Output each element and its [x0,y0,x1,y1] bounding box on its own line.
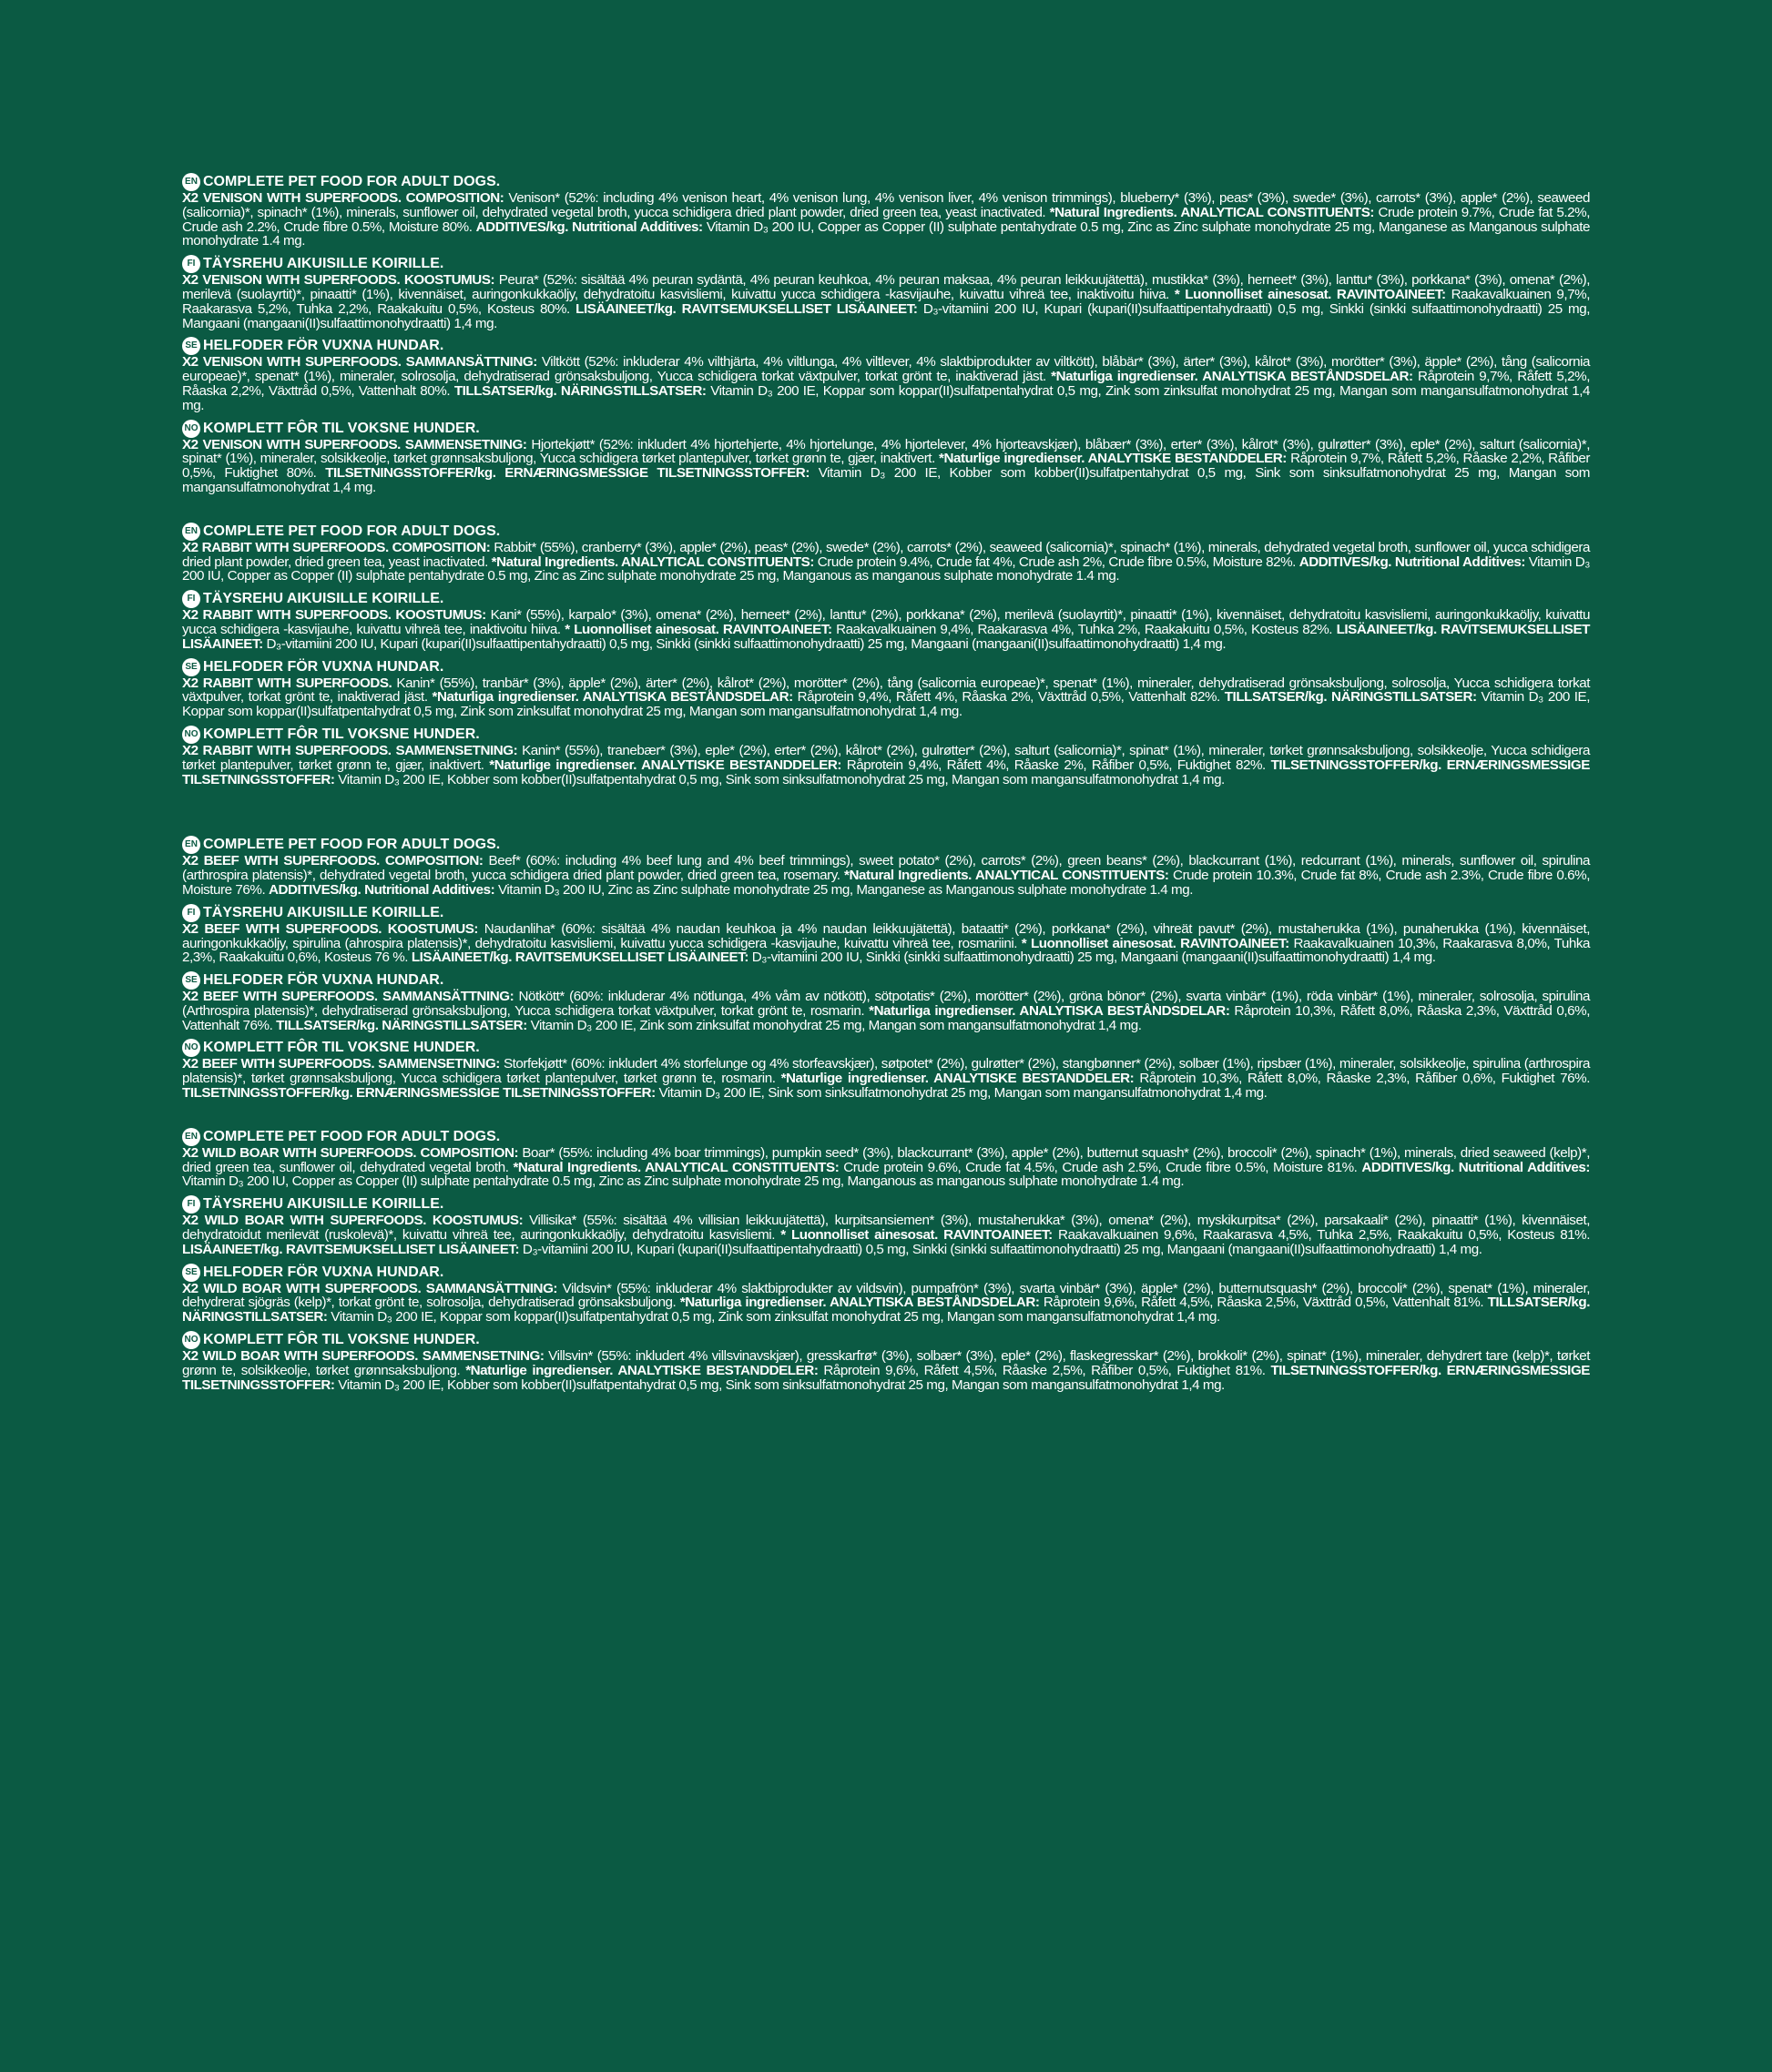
text-run: Naudanliha* (60%: sisältää 4% naudan keuhkoa ja 4% naudan leikkuujätettä), bataatti* (2%), porkkana* (2%), vihreät pavut* (2%), mustaherukka (1%), punaherukka (1%), kivennäiset, auringonkukkaöljy, spirulina (ahrospira platensis)*, dehydratoitu kasvisliemi, kuivattu yucca schidigera -kasvijauhe, kuivattu vihreä tee, rosmariini. [182,920,1590,951]
bold-label: *Naturlige ingredienser. ANALYTISKE BESTANDDELER: [465,1362,824,1378]
language-header [182,523,1590,541]
bold-label: TILSETNINGSSTOFFER/kg. ERNÆRINGSMESSIGE TILSETNINGSSTOFFER: [182,1085,659,1102]
text-run: D₃-vitamiini 200 IU, Kupari (kupari(II)sulfaattipentahydraatti) 0,5 mg, Sinkki (sinkki sulfaattimonohydraatti) 25 mg, Mangaani (mangaani(II)sulfaattimonohydraatti) 1,4 mg. [522,1241,1482,1257]
product-section [182,523,1590,787]
text-run: Kani* (55%), karpalo* (3%), omena* (2%), herneet* (2%), lanttu* (2%), porkkana* (2%), merilevä (suolayrtit)*, pinaatti* (1%), kivennäiset, dehydratoitu kasvisliemi, auringonkukkaöljy, kuivattu yucca schidigera -kasvijauhe, kuivattu vihreä tee, inaktivoitu hiiva. [182,607,1590,637]
ingredients-text [182,438,1590,495]
bold-label: *Naturliga ingredienser. ANALYTISKA BESTÅNDSDELAR: [869,1002,1235,1019]
language-header [182,1195,1590,1214]
bold-label: LISÄAINEET/kg. RAVITSEMUKSELLISET LISÄAINEET: [182,621,1590,652]
text-run: Raakavalkuainen 9,4%, Raakarasva 4%, Tuhka 2%, Raakakuitu 0,5%, Kosteus 82%. [836,621,1337,637]
text-run: Venison* (52%: including 4% venison heart, 4% venison lung, 4% venison liver, 4% venison trimmings), blueberry* (3%), peas* (3%), swede* (3%), carrots* (3%), apple* (2%), seaweed (salicornia)*, spinach* (1%), minerals, sunflower oil, dehydrated vegetal broth, yucca schidigera dried plant powder, dried green tea, yeast inactivated. [182,190,1590,220]
text-run: Råprotein 10,3%, Råfett 8,0%, Råaska 2,3%, Växttråd 0,6%, Vattenhalt 76%. [182,1002,1590,1033]
ingredients-text [182,990,1590,1032]
text-run: Vitamin D₃ 200 IU, Zinc as Zinc sulphate monohydrate 25 mg, Manganese as Manganous sulphate monohydrate 1.4 mg. [497,881,1194,898]
language-block [182,590,1590,651]
bold-label: *Naturliga ingredienser. ANALYTISKA BESTÅNDSDELAR: [432,689,798,706]
ingredients-text [182,1146,1590,1189]
language-block [182,420,1590,495]
text-run: Vitamin D₃ 200 IU, Copper as Copper (II) sulphate pentahydrate 0.5 mg, Zinc as Zinc sulphate monohydrate 25 mg, Manganese as Manganous sulphate monohydrate 1.4 mg. [182,218,1591,249]
text-run: Crude protein 9.4%, Crude fat 4%, Crude ash 2%, Crude fibre 0.5%, Moisture 82%. [817,554,1299,570]
bold-label: *Naturliga ingredienser. ANALYTISKA BESTÅNDSDELAR: [1051,369,1419,385]
language-header [182,1264,1590,1282]
bold-label: X2 RABBIT WITH SUPERFOODS. COMPOSITION: [182,539,494,555]
language-heading: KOMPLETT FÔR TIL VOKSNE HUNDER. [203,726,480,742]
language-header [182,904,1590,922]
language-block [182,255,1590,330]
language-block [182,1195,1590,1256]
text-run: Vitamin D₃ 200 IE, Kobber som kobber(II)sulfatpentahydrat 0,5 mg, Sink som sinksulfatmonohydrat 25 mg, Mangan som mangansulfatmonohydrat 1,4 mg. [182,465,1591,495]
language-header [182,420,1590,438]
language-block [182,726,1590,787]
language-header [182,1128,1590,1146]
text-run: Råprotein 9,6%, Råfett 4,5%, Råaske 2,5%, Råfiber 0,5%, Fuktighet 81%. [823,1362,1271,1378]
text-run: Råprotein 9,7%, Råfett 5,2%, Råaska 2,2%, Växttråd 0,5%, Vattenhalt 80%. [182,369,1590,399]
bold-label: TILSETNINGSSTOFFER/kg. ERNÆRINGSMESSIGE TILSETNINGSSTOFFER: [325,465,819,482]
language-block [182,1331,1590,1392]
language-heading: COMPLETE PET FOOD FOR ADULT DOGS. [203,1128,501,1144]
language-badge-icon: EN [182,523,200,541]
language-badge-icon: FI [182,904,200,922]
ingredients-text [182,1057,1590,1100]
text-run: Hjortekjøtt* (52%: inkludert 4% hjortehjerte, 4% hjortelunge, 4% hjortelever, 4% hjorteavskjær), blåbær* (3%), erter* (3%), kålrot* (3%), gulrøtter* (3%), eple* (2%), salturt (salicornia)*, spinat* (1%), mineraler, solsikkeolje, tørket grønnsaksbuljong, Yucca schidigera tørket plantepulver, tørket grønn te, gjær, inaktivert. [182,436,1591,467]
label-text-area [182,173,1590,1398]
bold-label: X2 VENISON WITH SUPERFOODS. KOOSTUMUS: [182,272,499,289]
text-run: Råprotein 9,6%, Råfett 4,5%, Råaska 2,5%, Växttråd 0,5%, Vattenhalt 81%. [1043,1295,1488,1311]
bold-label: LISÄAINEET/kg. RAVITSEMUKSELLISET LISÄAINEET: [182,1241,523,1257]
language-header [182,658,1590,676]
bold-label: *Natural Ingredients. ANALYTICAL CONSTITUENTS: [513,1159,844,1175]
ingredients-text [182,608,1590,651]
text-run: Kanin* (55%), tranebær* (3%), eple* (2%), erter* (2%), kålrot* (2%), gulrøtter* (2%), salturt (salicornia)*, spinat* (1%), mineraler, tørket grønnsaksbuljong, solsikkeolje, Yucca schidigera tørket plantepulver, tørket grønn te, gjær, inaktivert. [182,742,1590,773]
language-header [182,726,1590,744]
language-badge-icon: NO [182,726,200,744]
bold-label: *Naturlige ingredienser. ANALYTISKE BESTANDDELER: [939,451,1291,467]
language-badge-icon: EN [182,173,200,191]
ingredients-text [182,1214,1590,1256]
language-badge-icon: NO [182,1039,200,1057]
bold-label: X2 WILD BOAR WITH SUPERFOODS. SAMMANSÄTTNING: [182,1280,563,1296]
bold-label: X2 BEEF WITH SUPERFOODS. SAMMANSÄTTNING: [182,989,519,1005]
text-run: Vitamin D₃ 200 IE, Zink som zinksulfat monohydrat 25 mg, Mangan som mangansulfatmonohydrat 1,4 mg. [530,1017,1142,1033]
ingredients-text [182,922,1590,965]
text-run: Vitamin D₃ 200 IE, Sink som sinksulfatmonohydrat 25 mg, Mangan som mangansulfatmonohydrat 1,4 mg. [658,1085,1268,1102]
ingredients-text [182,191,1590,249]
text-run: Storfekjøtt* (60%: inkludert 4% storfelunge og 4% storfeavskjær), søtpotet* (2%), gulrøtter* (2%), stangbønner* (2%), solbær (1%), ripsbær (1%), mineraler, solsikkeolje, spirulina (arthrospira platensis)*, tørket grønnsaksbuljong, Yucca schidigera tørket plantepulver, tørket grønn te, rosmarin. [182,1056,1590,1087]
bold-label: X2 VENISON WITH SUPERFOODS. SAMMENSETNING: [182,436,532,452]
product-section [182,173,1590,495]
language-heading: COMPLETE PET FOOD FOR ADULT DOGS. [203,837,501,853]
text-run: Vildsvin* (55%: inkluderar 4% slaktbiprodukter av vildsvin), pumpafrön* (3%), svarta vinbär* (3%), äpple* (2%), butternutsquash* (2%), broccoli* (2%), spenat* (1%), mineraler, dehydrerat sjögräs (kelp)*, torkat grönt te, solrosolja, dehydratiserad grönsaksbuljong. [182,1280,1590,1311]
language-header [182,255,1590,273]
language-badge-icon: NO [182,420,200,438]
bold-label: *Natural Ingredients. ANALYTICAL CONSTITUENTS: [844,868,1174,884]
language-heading: HELFODER FÖR VUXNA HUNDAR. [203,338,444,354]
text-run: Råprotein 9,4%, Råfett 4%, Råaska 2%, Växttråd 0,5%, Vattenhalt 82%. [797,689,1225,706]
language-heading: KOMPLETT FÔR TIL VOKSNE HUNDER. [203,1332,480,1348]
text-run: Peura* (52%: sisältää 4% peuran sydäntä, 4% peuran keuhkoa, 4% peuran maksaa, 4% peuran leikkuujätettä), mustikka* (3%), herneet* (3%), lanttu* (3%), porkkana* (3%), omena* (2%), merilevä (suolayrtit)*, pinaatti* (1%), kivennäiset, auringonkukkaöljy, dehydratoitu kasvisliemi, kuivattu yucca schidigera -kasvijauhe, kuivattu vihreä tee, inaktivoitu hiiva. [182,272,1590,302]
language-block [182,523,1590,584]
language-heading: COMPLETE PET FOOD FOR ADULT DOGS. [203,523,501,539]
bold-label: X2 WILD BOAR WITH SUPERFOODS. KOOSTUMUS: [182,1213,530,1229]
language-badge-icon: FI [182,1195,200,1214]
bold-label: * Luonnolliset ainesosat. RAVINTOAINEET: [1174,286,1451,302]
ingredients-text [182,854,1590,897]
language-header [182,971,1590,990]
bold-label: TILLSATSER/kg. NÄRINGSTILLSATSER: [1224,689,1482,706]
ingredients-text [182,676,1590,719]
text-run: Crude protein 9.7%, Crude fat 5.2%, Crude ash 2.2%, Crude fibre 0.5%, Moisture 80%. [182,204,1590,235]
language-header [182,590,1590,608]
language-block [182,971,1590,1032]
bold-label: X2 RABBIT WITH SUPERFOODS. KOOSTUMUS: [182,607,491,624]
bold-label: TILLSATSER/kg. NÄRINGSTILLSATSER: [276,1017,531,1033]
bold-label: X2 WILD BOAR WITH SUPERFOODS. COMPOSITION: [182,1144,523,1161]
text-run: Villisika* (55%: sisältää 4% villisian leikkuujätettä), kurpitsansiemen* (3%), mustaherukka* (3%), omena* (2%), myskikurpitsa* (2%), parsakaali* (2%), pinaatti* (1%), kivennäiset, dehydratoidut merilevät (ruskolevä)*, kuivattu vihreä tee, auringonkukkaöljy, dehydratoitu kasvisliemi. [182,1213,1590,1244]
language-badge-icon: EN [182,1128,200,1146]
bold-label: *Natural Ingredients. ANALYTICAL CONSTITUENTS: [491,554,818,570]
language-badge-icon: SE [182,971,200,990]
language-badge-icon: SE [182,337,200,355]
text-run: Råprotein 10,3%, Råfett 8,0%, Råaske 2,3%, Råfiber 0,6%, Fuktighet 76%. [1139,1071,1590,1087]
language-heading: KOMPLETT FÔR TIL VOKSNE HUNDER. [203,1040,480,1056]
language-block [182,173,1590,249]
language-heading: TÄYSREHU AIKUISILLE KOIRILLE. [203,904,444,920]
text-run: Raakavalkuainen 10,3%, Raakarasva 8,0%, Tuhka 2,3%, Raakakuitu 0,6%, Kosteus 76 %. [182,935,1590,966]
language-heading: HELFODER FÖR VUXNA HUNDAR. [203,1264,444,1280]
text-run: Raakavalkuainen 9,7%, Raakarasva 5,2%, Tuhka 2,2%, Raakakuitu 0,5%, Kosteus 80%. [182,286,1590,317]
language-block [182,1264,1590,1325]
bold-label: X2 BEEF WITH SUPERFOODS. KOOSTUMUS: [182,920,484,937]
bold-label: TILLSATSER/kg. NÄRINGSTILLSATSER: [182,1295,1590,1325]
language-badge-icon: FI [182,255,200,273]
bold-label: *Naturlige ingredienser. ANALYTISKE BESTANDDELER: [489,757,847,773]
bold-label: LISÄAINEET/kg. RAVITSEMUKSELLISET LISÄAINEET: [411,950,752,966]
text-run: Boar* (55%: including 4% boar trimmings), pumpkin seed* (3%), blackcurrant* (3%), apple* (2%), butternut squash* (2%), broccoli* (2%), spinach* (1%), minerals, dried seaweed (kelp)*, dried green tea, sunflower oil, dehydrated vegetal broth. [182,1144,1590,1175]
text-run: Råprotein 9,4%, Råfett 4%, Råaske 2%, Råfiber 0,5%, Fuktighet 82%. [846,757,1271,773]
language-heading: KOMPLETT FÔR TIL VOKSNE HUNDER. [203,420,480,436]
product-section [182,836,1590,1101]
language-block [182,337,1590,412]
text-run: D₃-vitamiini 200 IU, Kupari (kupari(II)sulfaattipentahydraatti) 0,5 mg, Sinkki (sinkki sulfaattimonohydraatti) 25 mg, Mangaani (mangaani(II)sulfaattimonohydraatti) 1,4 mg. [266,635,1227,652]
ingredients-text [182,1349,1590,1392]
language-header [182,1331,1590,1349]
bold-label: ADDITIVES/kg. Nutritional Additives: [269,881,498,898]
language-badge-icon: SE [182,1264,200,1282]
bold-label: ADDITIVES/kg. Nutritional Additives: [1298,554,1529,570]
bold-label: X2 WILD BOAR WITH SUPERFOODS. SAMMENSETNING: [182,1348,549,1365]
text-run: Nötkött* (60%: inkluderar 4% nötlunga, 4% våm av nötkött), sötpotatis* (2%), morötter* (2%), gröna bönor* (2%), svarta vinbär* (1%), röda vinbär* (1%), mineraler, solrosolja, spirulina (Arthrospira platensis)*, dehydratiserad grönsaksbuljong, Yucca schidigera torkat växtpulver, torkat grönt te, rosmarin. [182,989,1590,1019]
text-run: D₃-vitamiini 200 IU, Sinkki (sinkki sulfaattimonohydraatti) 25 mg, Mangaani (mangaani(II)sulfaattimonohydraatti) 1,4 mg. [751,950,1436,966]
language-header [182,836,1590,854]
language-block [182,1128,1590,1189]
language-header [182,1039,1590,1057]
language-heading: TÄYSREHU AIKUISILLE KOIRILLE. [203,256,444,272]
bold-label: LISÄAINEET/kg. RAVITSEMUKSELLISET LISÄAINEET: [575,300,923,317]
text-run: Viltkött (52%: inkluderar 4% vilthjärta, 4% viltlunga, 4% viltlever, 4% slaktbiprodukter av viltkött), blåbär* (3%), ärter* (3%), kålrot* (3%), morötter* (3%), äpple* (2%), tång (salicornia europeae)*, spenat* (1%), mineraler, solrosolja, dehydratiserad grönsaksbuljong, Yucca schidigera torkat växtpulver, torkat grönt te, inaktiverad jäst. [182,354,1590,385]
text-run: Kanin* (55%), tranbär* (3%), äpple* (2%), ärter* (2%), kålrot* (2%), morötter* (2%), tång (salicornia europeae)*, spenat* (1%), mineraler, dehydratiserad grönsaksbuljong, solrosolja, Yucca schidigera torkat växtpulver, torkat grönt te, inaktiverad jäst. [182,675,1590,706]
bold-label: X2 BEEF WITH SUPERFOODS. COMPOSITION: [182,853,489,869]
language-badge-icon: SE [182,658,200,676]
text-run: Crude protein 9.6%, Crude fat 4.5%, Crude ash 2.5%, Crude fibre 0.5%, Moisture 81%. [843,1159,1362,1175]
language-heading: TÄYSREHU AIKUISILLE KOIRILLE. [203,591,444,607]
language-heading: HELFODER FÖR VUXNA HUNDAR. [203,658,444,675]
ingredients-text [182,273,1590,330]
language-header [182,337,1590,355]
text-run: Villsvin* (55%: inkludert 4% villsvinavskjær), gresskarfrø* (3%), solbær* (3%), eple* (2%), flaskegresskar* (2%), brokkoli* (2%), spinat* (1%), mineraler, dehydrert tare (kelp)*, tørket grønn te, solsikkeolje, tørket grønnsaksbuljong. [182,1348,1590,1378]
bold-label: X2 VENISON WITH SUPERFOODS. SAMMANSÄTTNING: [182,354,542,371]
language-badge-icon: EN [182,836,200,854]
ingredients-text [182,355,1590,412]
ingredients-text [182,1282,1590,1325]
bold-label: ADDITIVES/kg. Nutritional Additives: [475,218,707,235]
text-run: Raakavalkuainen 9,6%, Raakarasva 4,5%, Tuhka 2,5%, Raakakuitu 0,5%, Kosteus 81%. [1058,1227,1591,1244]
bold-label: ADDITIVES/kg. Nutritional Additives: [1361,1159,1591,1175]
language-header [182,173,1590,191]
bold-label: * Luonnolliset ainesosat. RAVINTOAINEET: [780,1227,1059,1244]
bold-label: * Luonnolliset ainesosat. RAVINTOAINEET: [565,621,837,637]
text-run: Beef* (60%: including 4% beef lung and 4% beef trimmings), sweet potato* (2%), carrots* (2%), green beans* (2%), blackcurrant (1%), redcurrant (1%), minerals, sunflower oil, spirulina (arthrospira platensis)*, dehydrated vegetal broth, yucca schidigera dried plant powder, dried green tea, rosemary. [182,853,1590,884]
bold-label: *Naturliga ingredienser. ANALYTISKA BESTÅNDSDELAR: [679,1295,1044,1311]
language-heading: HELFODER FÖR VUXNA HUNDAR. [203,972,444,989]
bold-label: *Natural Ingredients. ANALYTICAL CONSTITUENTS: [1049,204,1379,220]
language-heading: TÄYSREHU AIKUISILLE KOIRILLE. [203,1196,444,1213]
text-run: Vitamin D₃ 200 IU, Copper as Copper (II) sulphate pentahydrate 0.5 mg, Zinc as Zinc sulphate monohydrate 25 mg, Manganous as manganous sulphate monohydrate 1.4 mg. [182,554,1590,584]
text-run: Vitamin D₃ 200 IU, Copper as Copper (II) sulphate pentahydrate 0.5 mg, Zinc as Zinc sulphate monohydrate 25 mg, Manganous as manganous sulphate monohydrate 1.4 mg. [182,1173,1185,1190]
text-run: Vitamin D₃ 200 IE, Kobber som kobber(II)sulfatpentahydrat 0,5 mg, Sink som sinksulfatmonohydrat 25 mg, Mangan som mangansulfatmonohydrat 1,4 mg. [338,771,1225,787]
text-run: Crude protein 10.3%, Crude fat 8%, Crude ash 2.3%, Crude fibre 0.6%, Moisture 76%. [182,868,1591,898]
language-block [182,1039,1590,1100]
bold-label: TILSETNINGSSTOFFER/kg. ERNÆRINGSMESSIGE TILSETNINGSSTOFFER: [182,757,1590,787]
language-badge-icon: FI [182,590,200,608]
product-section [182,1128,1590,1393]
bold-label: * Luonnolliset ainesosat. RAVINTOAINEET: [1021,935,1294,951]
bold-label: *Naturlige ingredienser. ANALYTISKE BESTANDDELER: [780,1071,1140,1087]
text-run: Vitamin D₃ 200 IE, Koppar som koppar(II)sulfatpentahydrat 0,5 mg, Zink som zinksulfat monohydrat 25 mg, Mangan som mangansulfatmonohydrat 1,4 mg. [182,382,1590,413]
text-run: Råprotein 9,7%, Råfett 5,2%, Råaske 2,2%, Råfiber 0,5%, Fuktighet 80%. [182,451,1590,482]
language-block [182,658,1590,719]
ingredients-text [182,744,1590,787]
bold-label: TILSETNINGSSTOFFER/kg. ERNÆRINGSMESSIGE TILSETNINGSSTOFFER: [182,1362,1590,1393]
bold-label: X2 VENISON WITH SUPERFOODS. COMPOSITION: [182,190,509,206]
language-heading: COMPLETE PET FOOD FOR ADULT DOGS. [203,174,501,189]
bold-label: TILLSATSER/kg. NÄRINGSTILLSATSER: [453,382,711,399]
bold-label: X2 RABBIT WITH SUPERFOODS. SAMMENSETNING: [182,742,523,758]
ingredients-text [182,541,1590,584]
language-badge-icon: NO [182,1331,200,1349]
language-block [182,904,1590,965]
text-run: D₃-vitamiini 200 IU, Kupari (kupari(II)sulfaattipentahydraatti) 0,5 mg, Sinkki (sinkki sulfaattimonohydraatti) 25 mg, Mangaani (mangaani(II)sulfaattimonohydraatti) 1,4 mg. [182,300,1591,331]
text-run: Vitamin D₃ 200 IE, Kobber som kobber(II)sulfatpentahydrat 0,5 mg, Sink som sinksulfatmonohydrat 25 mg, Mangan som mangansulfatmonohydrat 1,4 mg. [338,1376,1225,1393]
text-run: Vitamin D₃ 200 IE, Koppar som koppar(II)sulfatpentahydrat 0,5 mg, Zink som zinksulfat monohydrat 25 mg, Mangan som mangansulfatmonohydrat 1,4 mg. [331,1309,1220,1325]
language-block [182,836,1590,897]
bold-label: X2 RABBIT WITH SUPERFOODS. [182,675,397,691]
text-run: Vitamin D₃ 200 IE, Koppar som koppar(II)sulfatpentahydrat 0,5 mg, Zink som zinksulfat monohydrat 25 mg, Mangan som mangansulfatmonohydrat 1,4 mg. [182,689,1590,720]
bold-label: X2 BEEF WITH SUPERFOODS. SAMMENSETNING: [182,1056,504,1072]
text-run: Rabbit* (55%), cranberry* (3%), apple* (2%), peas* (2%), swede* (2%), carrots* (2%), seaweed (salicornia)*, spinach* (1%), minerals, dehydrated vegetal broth, sunflower oil, yucca schidigera dried plant powder, dried green tea, yeast inactivated. [182,539,1590,570]
